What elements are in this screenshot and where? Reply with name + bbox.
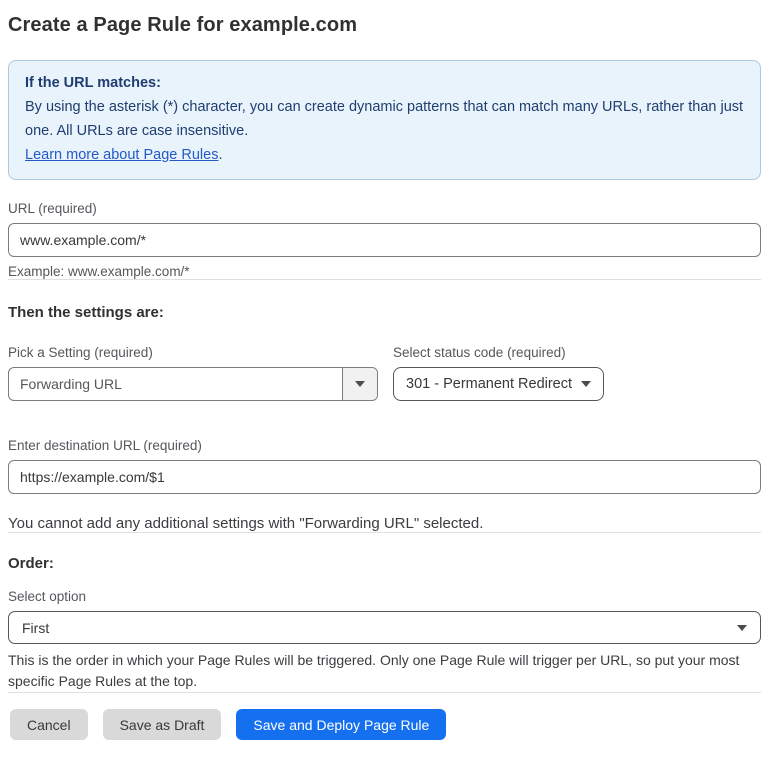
url-field-group [8,201,761,279]
info-box-heading: If the URL matches: [25,75,161,91]
save-as-draft-button[interactable]: Save as Draft [103,709,222,740]
url-input[interactable] [8,223,761,257]
setting-select-value: Forwarding URL [20,376,122,392]
url-match-info-box [8,60,761,180]
url-field-label: URL (required) [8,201,97,216]
order-helper-text: This is the order in which your Page Rules will be triggered. Only one Page Rule will trigger per URL, so put your most specific Page Rules at the top. [8,652,740,689]
order-select-label: Select option [8,589,87,604]
order-select[interactable] [8,611,761,644]
divider [8,692,761,693]
status-code-select[interactable] [393,367,604,401]
page-title: Create a Page Rule for example.com [8,14,358,36]
forwarding-url-note: You cannot add any additional settings with "Forwarding URL" selected. [8,515,484,532]
url-example-helper: Example: www.example.com/* [8,264,190,279]
info-box-link-line [25,143,744,167]
setting-select-arrow-button[interactable] [342,368,377,400]
order-select-value: First [22,619,50,636]
divider [8,532,761,533]
setting-select-label: Pick a Setting (required) [8,345,153,360]
info-box-body: By using the asterisk (*) character, you can create dynamic patterns that can match many URLs, rather than just one. All URLs are case insensitive. [25,99,744,139]
status-select-group [393,345,604,401]
setting-select-group [8,345,378,401]
order-section-heading: Order: [8,555,54,572]
cancel-button[interactable]: Cancel [10,709,88,740]
learn-more-link[interactable]: Learn more about Page Rules [25,147,219,163]
destination-url-input[interactable] [8,460,761,494]
status-select-label: Select status code (required) [393,345,566,360]
chevron-down-icon [355,381,365,387]
save-and-deploy-button[interactable]: Save and Deploy Page Rule [236,709,446,740]
settings-section-heading: Then the settings are: [8,304,164,321]
chevron-down-icon [737,625,747,631]
destination-field-group [8,438,761,494]
status-select-value: 301 - Permanent Redirect [406,376,573,392]
divider [8,279,761,280]
setting-select[interactable] [8,367,378,401]
order-select-group [8,589,761,692]
destination-field-label: Enter destination URL (required) [8,438,202,453]
form-actions [8,709,761,740]
chevron-down-icon [581,381,591,387]
settings-selects-row [8,345,761,401]
link-period: . [218,147,223,163]
